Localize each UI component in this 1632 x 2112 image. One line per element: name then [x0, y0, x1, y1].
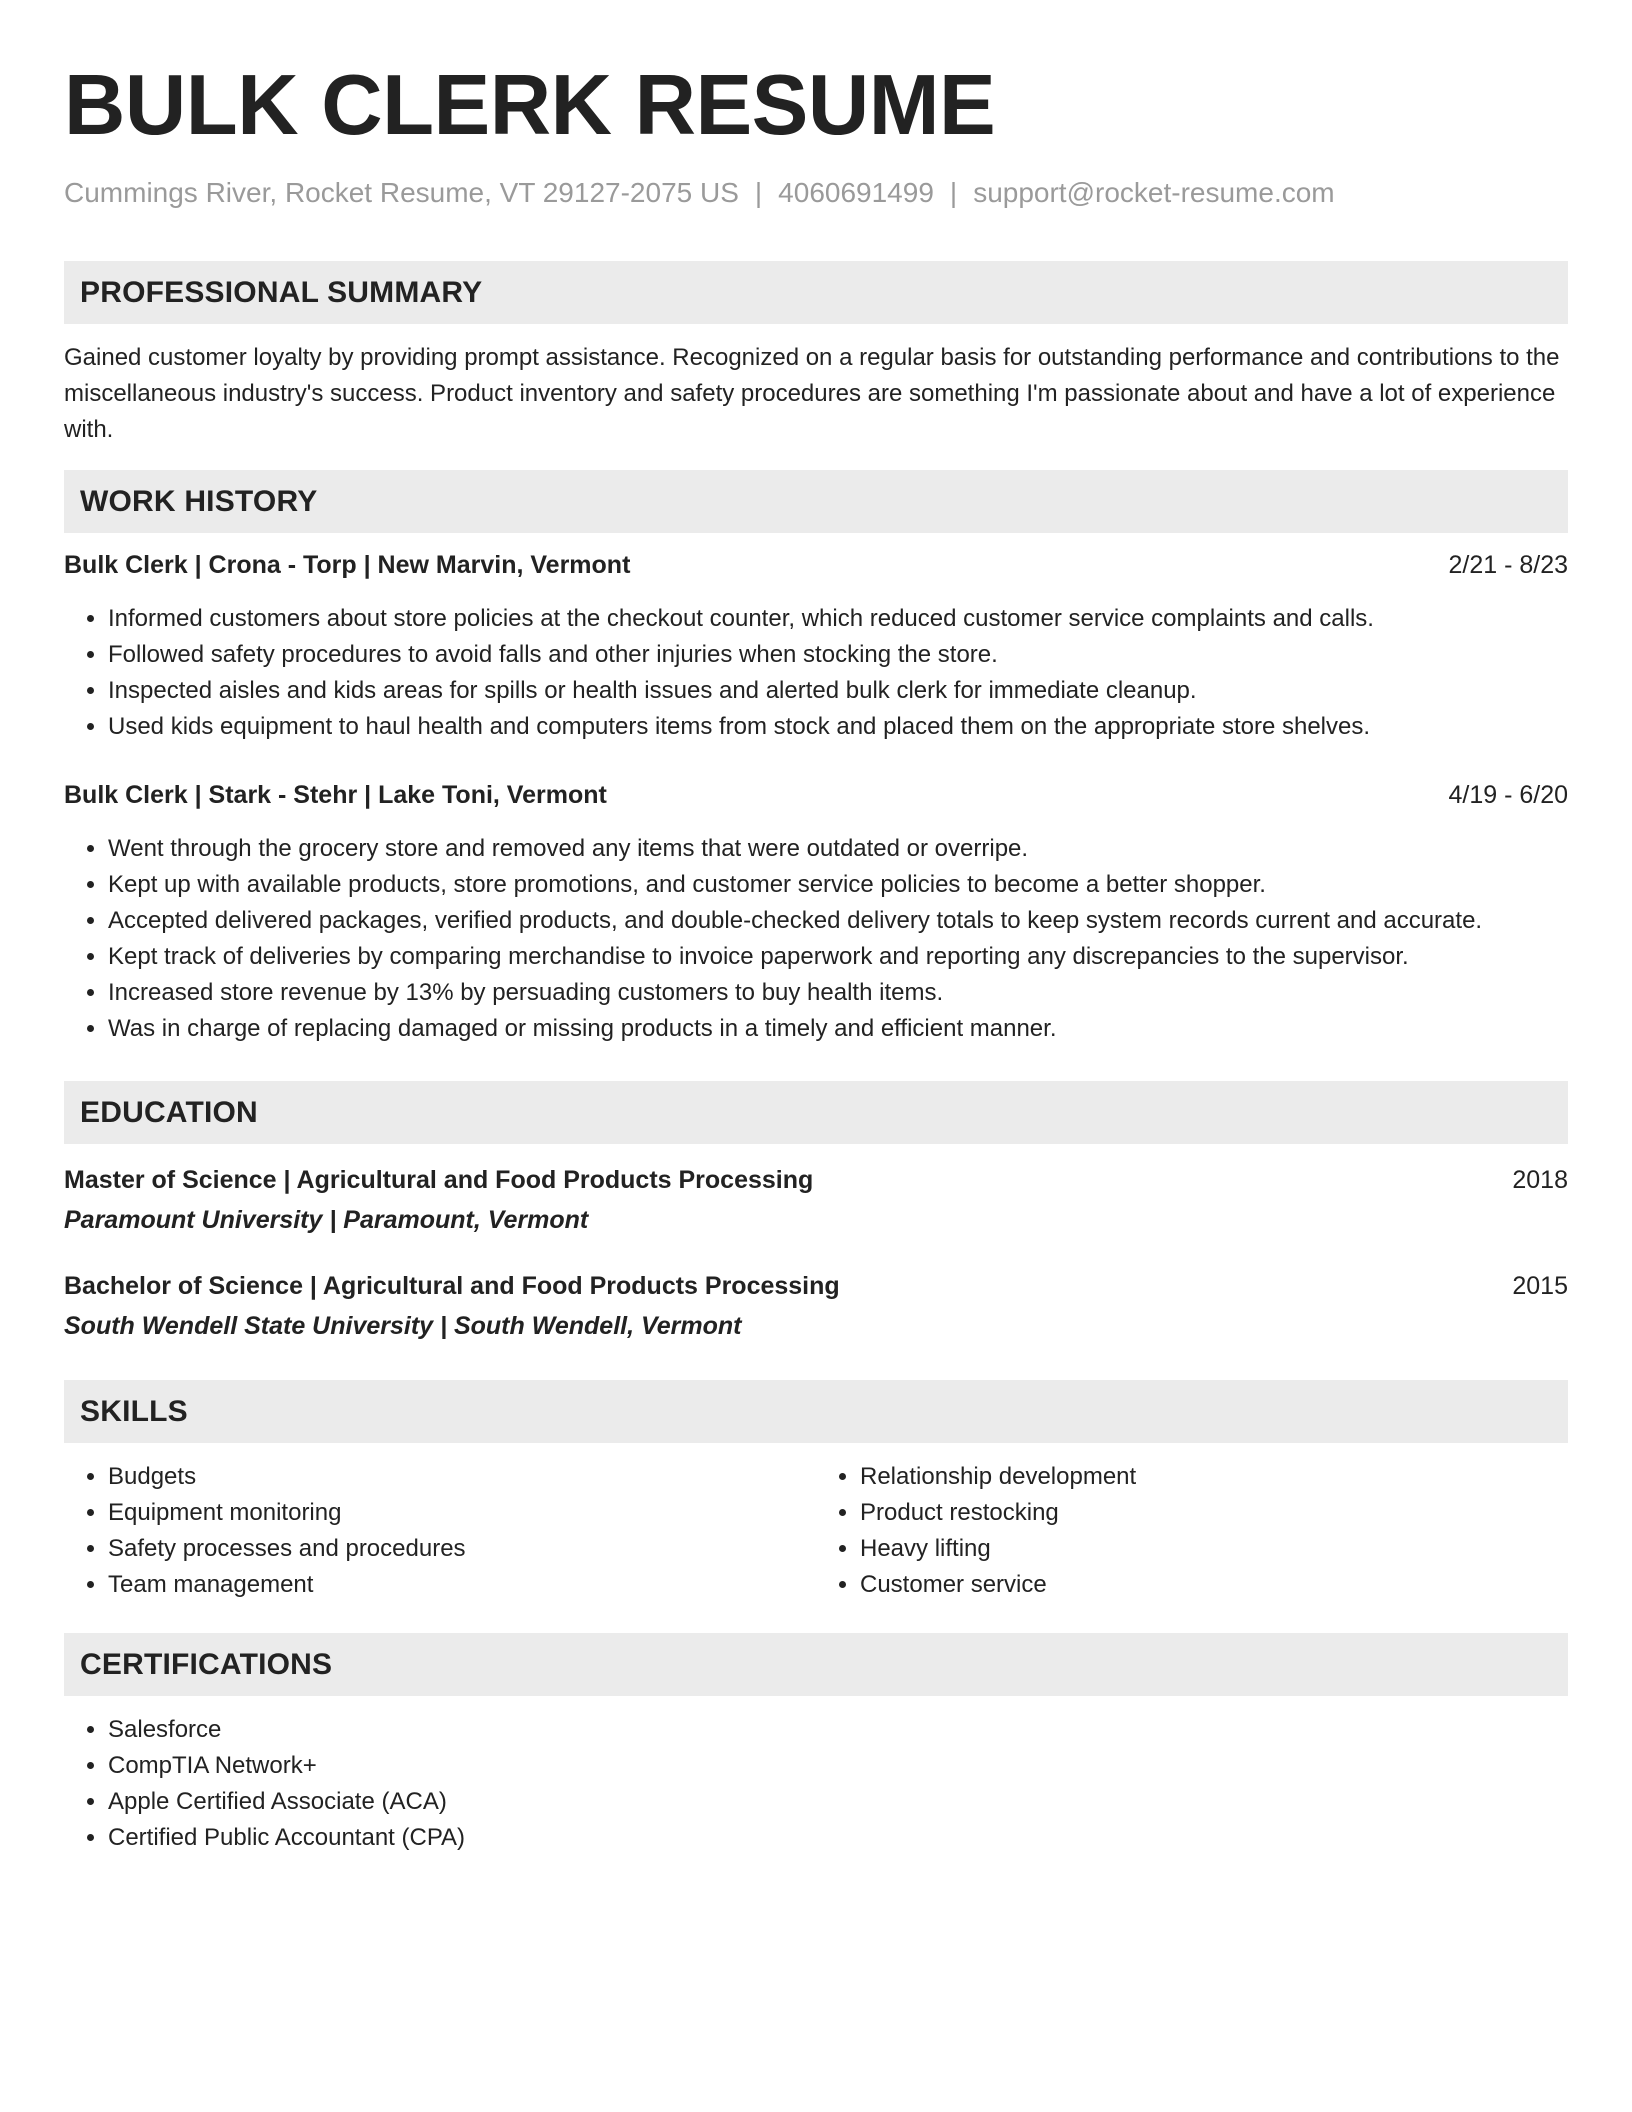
education-year: 2015 — [1512, 1272, 1568, 1300]
contact-line — [64, 176, 1568, 210]
contact-separator: | — [754, 177, 763, 208]
list-item: • Team management — [108, 1567, 816, 1603]
list-item: • Kept up with available products, store promotions, and customer service policies to become a better shopper. — [108, 867, 1568, 903]
resume-title: BULK CLERK RESUME — [64, 58, 996, 153]
certifications-list — [64, 1712, 1568, 1856]
list-item: • Safety processes and procedures — [108, 1531, 816, 1567]
job-title: Bulk Clerk | Crona - Torp | New Marvin, Vermont — [64, 551, 631, 579]
education-header — [64, 1162, 1568, 1198]
section-heading-work-history: WORK HISTORY — [64, 470, 1568, 533]
contact-address: Cummings River, Rocket Resume, VT 29127-2075 US — [64, 177, 739, 208]
list-item: • Relationship development — [860, 1459, 1568, 1495]
list-item: • Customer service — [860, 1567, 1568, 1603]
job-bullet-list — [64, 831, 1568, 1047]
contact-separator: | — [949, 177, 958, 208]
education-entry — [64, 1268, 1568, 1344]
job-entry — [64, 777, 1568, 1047]
job-entry — [64, 547, 1568, 745]
education-entry — [64, 1162, 1568, 1238]
skills-list-left — [64, 1459, 816, 1603]
list-item: • Increased store revenue by 13% by persuading customers to buy health items. — [108, 975, 1568, 1011]
list-item: • Budgets — [108, 1459, 816, 1495]
list-item: • Went through the grocery store and removed any items that were outdated or overripe. — [108, 831, 1568, 867]
education-school: South Wendell State University | South Wendell, Vermont — [64, 1312, 742, 1340]
list-item: • Certified Public Accountant (CPA) — [108, 1820, 1568, 1856]
job-bullet-list — [64, 601, 1568, 745]
section-heading-education: EDUCATION — [64, 1081, 1568, 1144]
list-item: • Accepted delivered packages, verified products, and double-checked delivery totals to keep system records current and accurate. — [108, 903, 1568, 939]
education-header — [64, 1268, 1568, 1304]
list-item: • Informed customers about store policies at the checkout counter, which reduced customer service complaints and calls. — [108, 601, 1568, 637]
list-item: • Salesforce — [108, 1712, 1568, 1748]
list-item: • Inspected aisles and kids areas for spills or health issues and alerted bulk clerk for immediate cleanup. — [108, 673, 1568, 709]
job-dates: 2/21 - 8/23 — [1448, 551, 1568, 579]
list-item: • Heavy lifting — [860, 1531, 1568, 1567]
section-heading-certifications: CERTIFICATIONS — [64, 1633, 1568, 1696]
job-title: Bulk Clerk | Stark - Stehr | Lake Toni, Vermont — [64, 781, 607, 809]
list-item: • Apple Certified Associate (ACA) — [108, 1784, 1568, 1820]
section-heading-summary: PROFESSIONAL SUMMARY — [64, 261, 1568, 324]
list-item: • Used kids equipment to haul health and computers items from stock and placed them on the appropriate store shelves. — [108, 709, 1568, 745]
job-dates: 4/19 - 6/20 — [1448, 781, 1568, 809]
education-school: Paramount University | Paramount, Vermont — [64, 1206, 589, 1234]
list-item: • Equipment monitoring — [108, 1495, 816, 1531]
list-item: • Product restocking — [860, 1495, 1568, 1531]
education-degree: Bachelor of Science | Agricultural and Food Products Processing — [64, 1272, 840, 1300]
section-heading-skills: SKILLS — [64, 1380, 1568, 1443]
job-header — [64, 547, 1568, 583]
list-item: • Kept track of deliveries by comparing merchandise to invoice paperwork and reporting any discrepancies to the supervisor. — [108, 939, 1568, 975]
list-item: • Was in charge of replacing damaged or missing products in a timely and efficient manner. — [108, 1011, 1568, 1047]
contact-email: support@rocket-resume.com — [973, 177, 1335, 208]
skills-grid — [64, 1459, 1568, 1603]
skills-list-right — [816, 1459, 1568, 1603]
list-item: • CompTIA Network+ — [108, 1748, 1568, 1784]
education-degree: Master of Science | Agricultural and Food Products Processing — [64, 1166, 814, 1194]
contact-phone: 4060691499 — [778, 177, 934, 208]
education-year: 2018 — [1512, 1166, 1568, 1194]
list-item: • Followed safety procedures to avoid falls and other injuries when stocking the store. — [108, 637, 1568, 673]
job-header — [64, 777, 1568, 813]
summary-text: Gained customer loyalty by providing prompt assistance. Recognized on a regular basis for outstanding performance and contributions to the miscellaneous industry's success. Product inventory and safety procedures are something I'm passionate about and have a lot of experience with. — [64, 344, 1560, 443]
